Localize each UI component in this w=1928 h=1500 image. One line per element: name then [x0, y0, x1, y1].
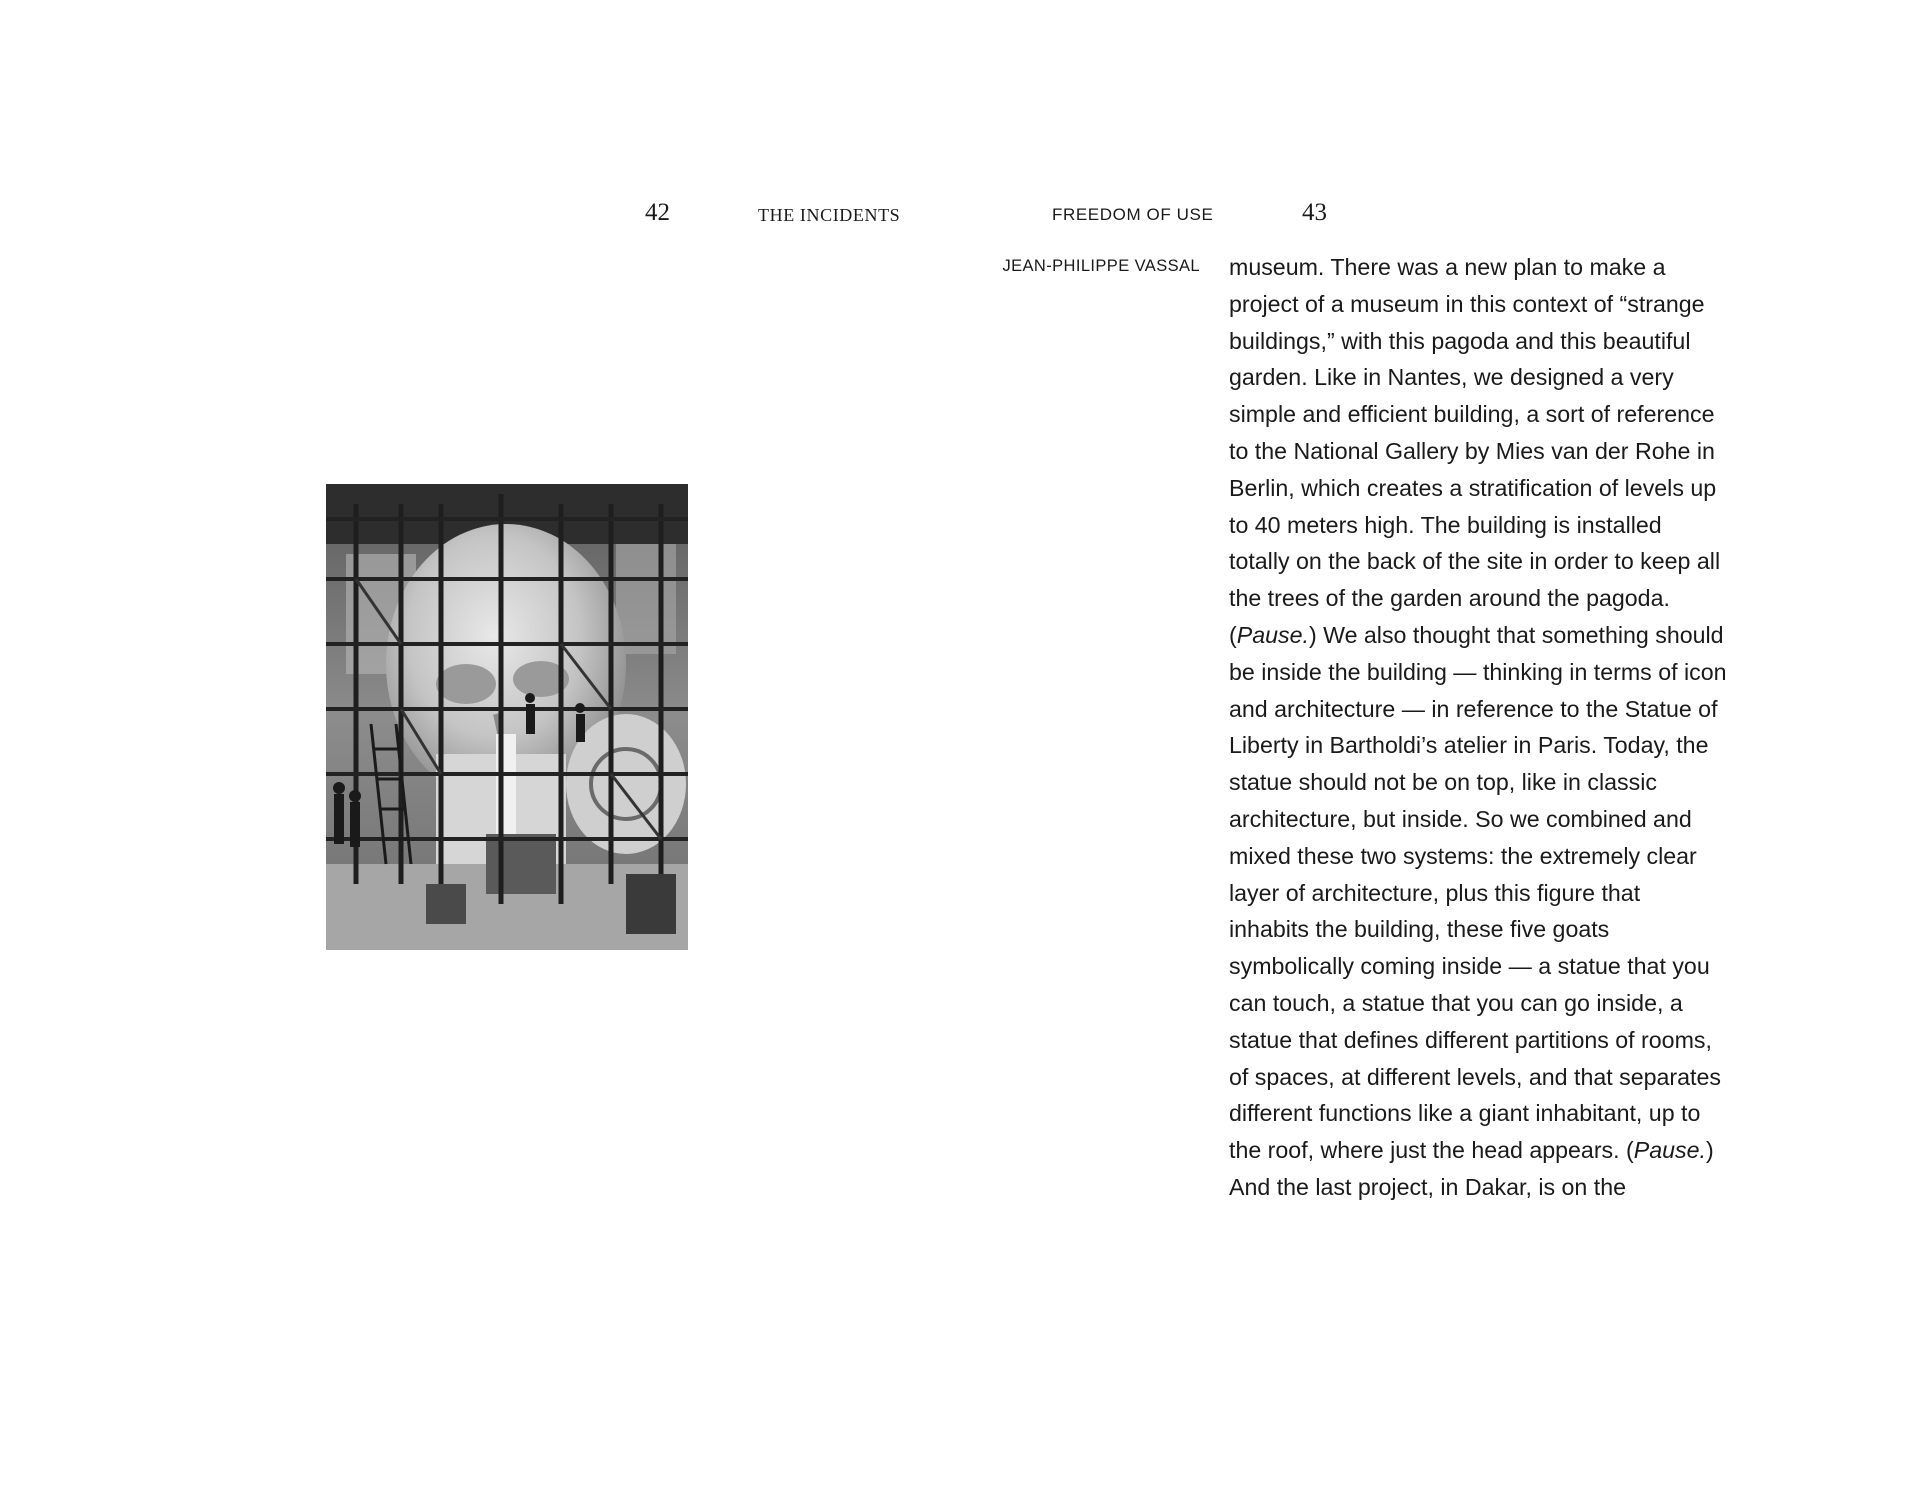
left-page-number: 42 [645, 199, 670, 226]
text-run: statue should not be on top, like in classic [1229, 769, 1657, 796]
photograph-statue-of-liberty-workshop-icon [326, 484, 688, 950]
body-line [1229, 875, 1789, 912]
text-run: ) We also thought that something should [1308, 621, 1724, 648]
body-line [1229, 764, 1789, 801]
text-run: can touch, a statue that you can go inside, a [1229, 989, 1683, 1016]
body-line [1229, 543, 1789, 580]
italic-text: Pause. [1236, 621, 1309, 648]
body-line [1229, 249, 1789, 286]
body-line [1229, 1169, 1789, 1206]
body-line [1229, 1095, 1789, 1132]
text-run: mixed these two systems: the extremely clear [1229, 842, 1697, 869]
text-run: and architecture — in reference to the Statue of [1229, 695, 1718, 722]
text-run: statue that defines different partitions of rooms, [1229, 1026, 1712, 1053]
text-run: Liberty in Bartholdi’s atelier in Paris. Today, the [1229, 732, 1709, 759]
body-line [1229, 911, 1789, 948]
right-page-number: 43 [1302, 199, 1327, 226]
body-line [1229, 948, 1789, 985]
text-run: Berlin, which creates a stratification of levels up [1229, 474, 1717, 501]
body-line [1229, 433, 1789, 470]
text-run: layer of architecture, plus this figure that [1229, 879, 1641, 906]
body-line [1229, 654, 1789, 691]
text-run: be inside the building — thinking in terms of icon [1229, 658, 1727, 685]
italic-text: Pause. [1633, 1137, 1706, 1164]
body-line [1229, 617, 1789, 654]
right-running-head: FREEDOM OF USE [1052, 205, 1214, 224]
text-run: buildings,” with this pagoda and this beautiful [1229, 327, 1691, 354]
left-running-head: THE INCIDENTS [758, 205, 901, 225]
text-run: inhabits the building, these five goats [1229, 916, 1610, 943]
text-run: project of a museum in this context of “strange [1229, 290, 1705, 317]
text-run: ( [1229, 621, 1237, 648]
text-run: garden. Like in Nantes, we designed a very [1229, 364, 1674, 391]
text-run: architecture, but inside. So we combined and [1229, 805, 1692, 832]
body-line [1229, 396, 1789, 433]
text-run: different functions like a giant inhabitant, up to [1229, 1100, 1701, 1127]
text-run: the roof, where just the head appears. ( [1229, 1137, 1634, 1164]
text-run: museum. There was a new plan to make a [1229, 254, 1666, 280]
text-run: to 40 meters high. The building is installed [1229, 511, 1662, 538]
body-line [1229, 580, 1789, 617]
text-run: symbolically coming inside — a statue that you [1229, 953, 1710, 980]
text-run: simple and efficient building, a sort of reference [1229, 401, 1715, 428]
photograph-statue-workshop [326, 484, 688, 950]
body-line [1229, 286, 1789, 323]
speaker-label: JEAN-PHILIPPE VASSAL [1002, 257, 1200, 275]
body-line [1229, 691, 1789, 728]
body-line [1229, 507, 1789, 544]
body-line [1229, 801, 1789, 838]
body-line [1229, 470, 1789, 507]
body-line [1229, 1132, 1789, 1169]
body-line [1229, 1022, 1789, 1059]
text-run: the trees of the garden around the pagoda. [1229, 585, 1670, 612]
text-run: ) [1705, 1137, 1714, 1164]
body-line [1229, 838, 1789, 875]
body-text [1229, 249, 1789, 1206]
body-line [1229, 1059, 1789, 1096]
body-line [1229, 727, 1789, 764]
text-run: of spaces, at different levels, and that separates [1229, 1063, 1721, 1090]
body-line [1229, 985, 1789, 1022]
body-line [1229, 359, 1789, 396]
text-run: to the National Gallery by Mies van der Rohe in [1229, 437, 1715, 464]
body-line [1229, 323, 1789, 360]
text-run: totally on the back of the site in order to keep all [1229, 548, 1721, 575]
text-run: And the last project, in Dakar, is on the [1229, 1173, 1626, 1200]
